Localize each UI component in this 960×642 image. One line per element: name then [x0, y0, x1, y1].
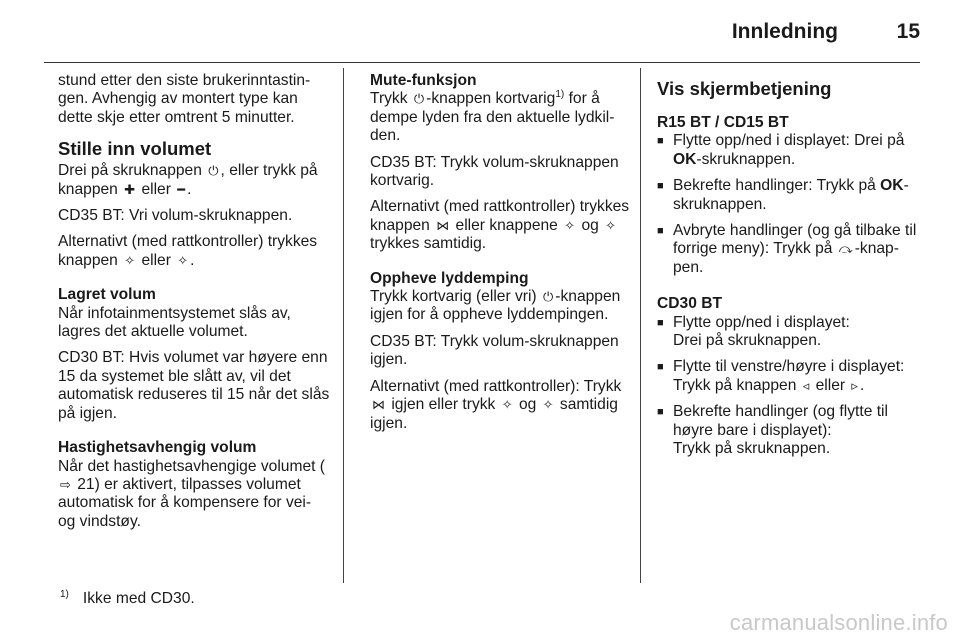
power-icon: ⏻ — [208, 163, 219, 179]
column-divider-1 — [343, 68, 344, 583]
heading-display-operation: Vis skjermbetjening — [657, 78, 832, 99]
list-item: ■ Flytte til venstre/høyre i displayet: Trykk på knappen ◃ eller ▹ . — [657, 358, 929, 395]
bullet-list — [657, 314, 929, 459]
mute-icon: ⋈ — [436, 217, 450, 233]
heading-saved-volume: Lagret volum — [58, 286, 156, 304]
paragraph: Når det hastighetsavhengige volumet (⇨ 21) er aktivert, tilpasses volumet automatisk for å kompensere for vei- og vindstøy. — [58, 457, 325, 530]
column-divider-2 — [640, 68, 641, 583]
section-title: Innledning — [731, 20, 838, 43]
heading-speed-volume: Hastighetsavhengig volum — [58, 439, 257, 457]
paragraph: Drei på skruknappen ⏻ , eller trykk på knappen ✚ eller ━ . — [58, 162, 318, 198]
thumbwheel-down-icon: ✧ — [177, 252, 189, 268]
list-item: ■ Flytte opp/ned i displayet: Drei på skruknappen. — [657, 314, 929, 351]
column-2 — [370, 72, 632, 441]
mute-icon: ⋈ — [372, 397, 385, 413]
list-item: ■ Flytte opp/ned i displayet: Drei på OK-skruknappen. — [657, 132, 929, 169]
column-3 — [657, 72, 929, 469]
thumbwheel-down-icon: ✧ — [605, 217, 617, 233]
paragraph: Alternativt (med rattkontroller) trykkes knappen ⋈ eller knappene ✧ og ✧ trykkes samtidig. — [370, 198, 630, 253]
right-arrow-icon: ▹ — [851, 377, 858, 393]
paragraph: CD35 BT: Trykk volum-skruknappen kortvarig. — [370, 153, 619, 190]
page-header — [0, 0, 960, 62]
thumbwheel-up-icon: ✧ — [124, 252, 136, 268]
paragraph: Når infotainmentsystemet slås av, lagres det aktuelle volumet. — [58, 304, 291, 341]
paragraph: stund etter den siste brukerinntastin-gen. Avhengig av montert type kan dette skje etter omtrent 5 minutter. — [58, 72, 311, 126]
list-item: ■ Bekrefte handlinger (og flytte til høyre bare i displayet): Trykk på skruknappen. — [657, 403, 929, 458]
heading-unmute: Oppheve lyddemping — [370, 269, 529, 287]
watermark: carmanualsonline.info — [729, 610, 948, 635]
header-divider — [44, 62, 920, 63]
thumbwheel-down-icon: ✧ — [542, 397, 554, 413]
heading-mute: Mute-funksjon — [370, 72, 477, 89]
paragraph: CD35 BT: Trykk volum-skruknappen igjen. — [370, 332, 619, 369]
paragraph: CD30 BT: Hvis volumet var høyere enn 15 da systemet ble slått av, vil det automatisk reduseres til 15 når det slås på igjen. — [58, 349, 330, 422]
subheading-cd30: CD30 BT — [657, 295, 722, 313]
paragraph: Trykk ⏻ -knappen kortvarig$^{1)}$ for å dempe lyden fra den aktuelle lydkil-den. — [370, 89, 615, 145]
plus-icon: ✚ — [124, 181, 136, 197]
arrow-icon: ⇨ — [60, 476, 71, 492]
list-item: ■ Bekrefte handlinger: Trykk på OK-skruknappen. — [657, 177, 929, 214]
footnote: $^{1)}$ Ikke med CD30. — [60, 589, 195, 607]
page-number: 15 — [896, 20, 920, 43]
left-arrow-icon: ◃ — [802, 377, 810, 393]
footnote-mark: 1) — [60, 589, 69, 600]
back-icon: ⤼ — [838, 241, 853, 257]
subheading-r15: R15 BT / CD15 BT — [657, 114, 789, 131]
paragraph: Alternativt (med rattkontroller) trykkes knappen ✧ eller ✧ . — [58, 233, 318, 269]
paragraph: CD35 BT: Vri volum-skruknappen. — [58, 207, 293, 225]
heading-volume: Stille inn volumet — [58, 138, 212, 160]
bullet-list — [657, 132, 929, 277]
power-icon: ⏻ — [542, 289, 554, 305]
minus-icon: ━ — [177, 181, 186, 197]
paragraph: Alternativt (med rattkontroller): Trykk ⋈ igjen eller trykk ✧ og ✧ samtidig igjen. — [370, 377, 622, 432]
thumbwheel-up-icon: ✧ — [564, 217, 576, 233]
thumbwheel-up-icon: ✧ — [501, 397, 513, 413]
list-item: ■ Avbryte handlinger (og gå tilbake til forrige meny): Trykk på ⤼ -knap-pen. — [657, 222, 929, 277]
footnote-ref: 1) — [555, 89, 565, 101]
paragraph: Trykk kortvarig (eller vri) ⏻ -knappen igjen for å oppheve lyddempingen. — [370, 288, 621, 324]
column-1 — [58, 72, 330, 539]
power-icon: ⏻ — [413, 91, 425, 107]
